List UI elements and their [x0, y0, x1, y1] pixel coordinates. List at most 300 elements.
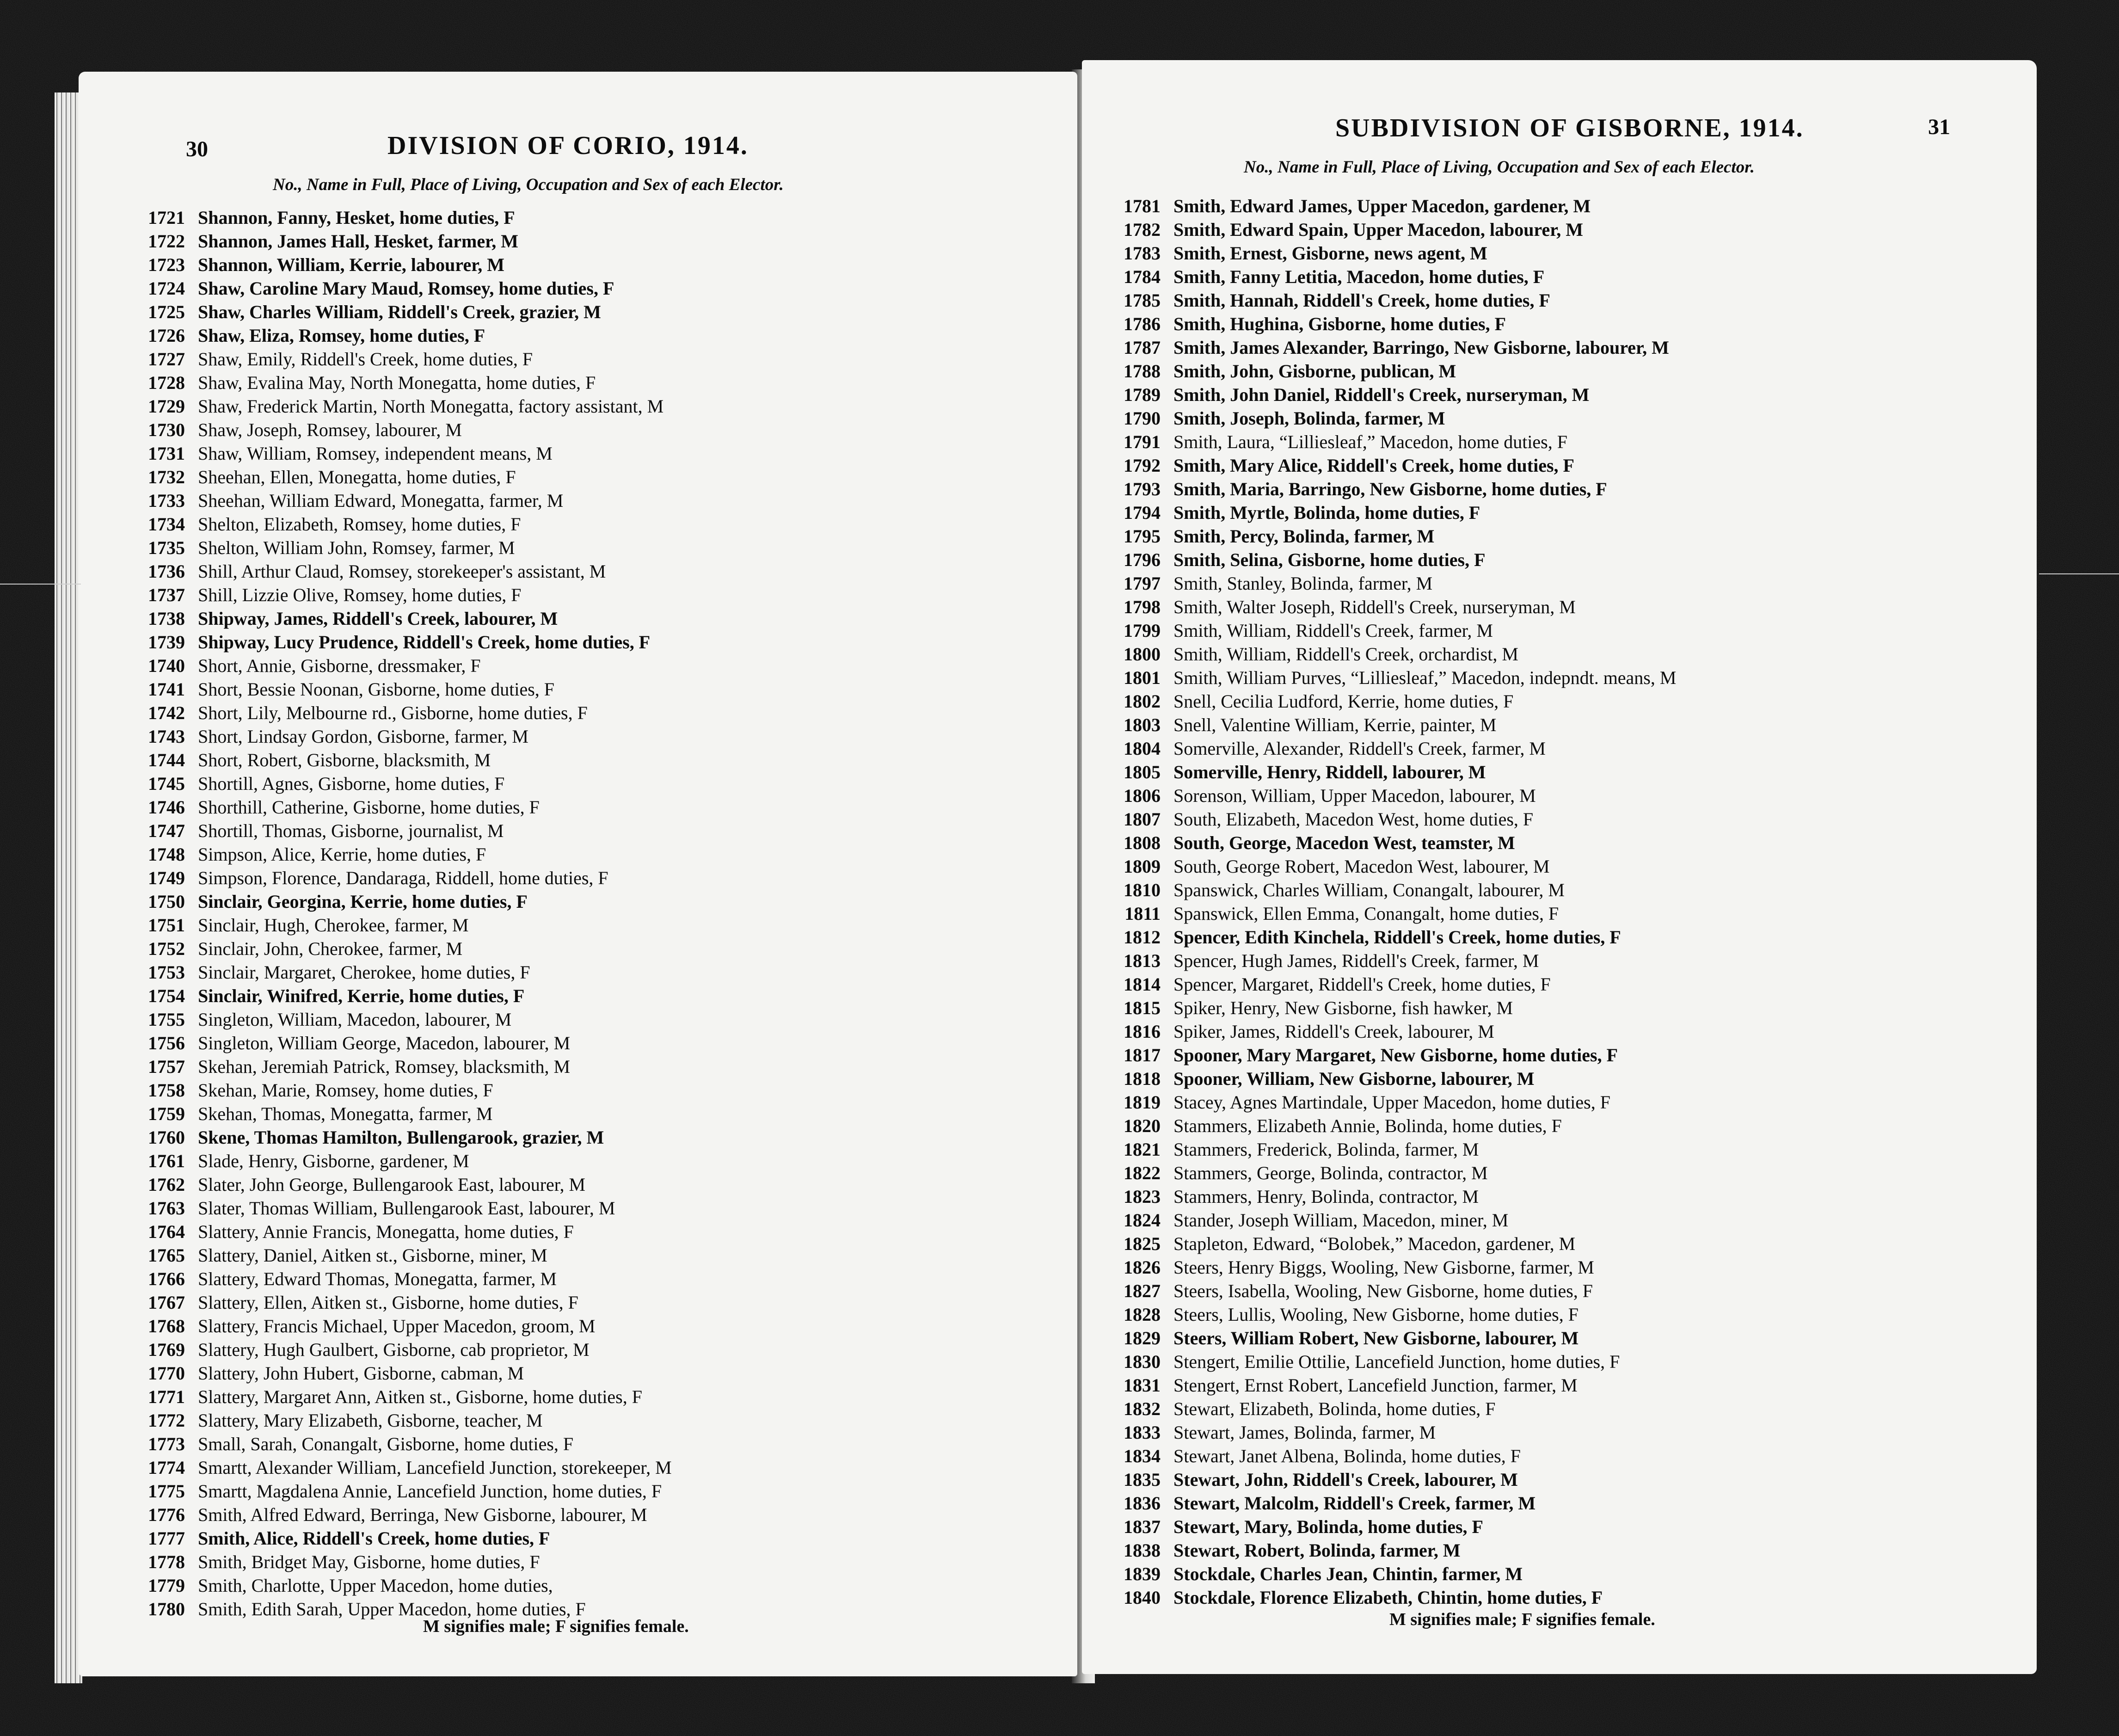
- elector-entry: [106, 913, 672, 937]
- elector-entry: [106, 819, 672, 843]
- elector-details: South, George, Macedon West, teamster, M: [1173, 832, 1515, 853]
- elector-entry: [1082, 1090, 1676, 1114]
- elector-details: Stewart, Mary, Bolinda, home duties, F: [1173, 1516, 1483, 1537]
- elector-details: Skene, Thomas Hamilton, Bullengarook, grazier, M: [198, 1127, 604, 1148]
- elector-number: 1824: [1124, 1210, 1161, 1231]
- elector-details: Shannon, William, Kerrie, labourer, M: [198, 254, 505, 275]
- elector-details: Short, Lily, Melbourne rd., Gisborne, home duties, F: [198, 702, 588, 723]
- elector-number: 1821: [1124, 1139, 1161, 1160]
- elector-number: 1823: [1124, 1186, 1161, 1207]
- elector-number: 1792: [1124, 455, 1161, 476]
- elector-entry: [106, 560, 672, 583]
- elector-details: Simpson, Florence, Dandaraga, Riddell, home duties, F: [198, 868, 608, 888]
- elector-details: Shipway, Lucy Prudence, Riddell's Creek, home duties, F: [198, 632, 651, 653]
- elector-details: Smith, Alfred Edward, Berringa, New Gisborne, labourer, M: [198, 1504, 647, 1525]
- elector-number: 1743: [148, 726, 185, 747]
- elector-details: Shaw, Joseph, Romsey, labourer, M: [198, 419, 462, 440]
- elector-entry: [1082, 218, 1676, 241]
- elector-details: Steers, William Robert, New Gisborne, labourer, M: [1173, 1328, 1579, 1348]
- elector-number: 1721: [148, 207, 185, 228]
- elector-number: 1840: [1124, 1587, 1161, 1608]
- elector-number: 1767: [148, 1292, 185, 1313]
- elector-list: [106, 206, 672, 1621]
- page-number: 30: [186, 137, 208, 161]
- elector-number: 1726: [148, 325, 185, 346]
- elector-entry: [1082, 1468, 1676, 1491]
- elector-number: 1746: [148, 797, 185, 818]
- elector-entry: [1082, 878, 1676, 902]
- elector-details: Slattery, Francis Michael, Upper Macedon, groom, M: [198, 1316, 596, 1336]
- elector-entry: [106, 1361, 672, 1385]
- elector-details: Stockdale, Florence Elizabeth, Chintin, home duties, F: [1173, 1587, 1603, 1608]
- elector-details: Shaw, Emily, Riddell's Creek, home duties, F: [198, 349, 533, 369]
- elector-entry: [1082, 1303, 1676, 1326]
- page-footer: M signifies male; F signifies female.: [423, 1617, 689, 1636]
- elector-number: 1774: [148, 1457, 185, 1478]
- elector-number: 1777: [148, 1528, 185, 1549]
- elector-details: Smith, Alice, Riddell's Creek, home duties, F: [198, 1528, 550, 1549]
- elector-details: Small, Sarah, Conangalt, Gisborne, home duties, F: [198, 1434, 574, 1454]
- elector-details: Smith, John, Gisborne, publican, M: [1173, 361, 1456, 382]
- elector-details: Smith, William, Riddell's Creek, farmer, M: [1173, 620, 1493, 641]
- elector-details: Shannon, James Hall, Hesket, farmer, M: [198, 231, 518, 252]
- elector-entry: [106, 795, 672, 819]
- elector-number: 1724: [148, 278, 185, 299]
- elector-details: Shelton, William John, Romsey, farmer, M: [198, 537, 515, 558]
- elector-entry: [1082, 548, 1676, 572]
- elector-details: Sinclair, John, Cherokee, farmer, M: [198, 938, 463, 959]
- elector-entry: [1082, 289, 1676, 312]
- elector-entry: [106, 277, 672, 300]
- elector-entry: [1082, 831, 1676, 855]
- elector-details: Steers, Henry Biggs, Wooling, New Gisborne, farmer, M: [1173, 1257, 1594, 1278]
- elector-number: 1817: [1124, 1045, 1161, 1065]
- elector-details: Spooner, Mary Margaret, New Gisborne, home duties, F: [1173, 1045, 1618, 1065]
- elector-details: Smith, Ernest, Gisborne, news agent, M: [1173, 243, 1487, 264]
- elector-entry: [106, 253, 672, 277]
- page-number: 31: [1928, 115, 1950, 139]
- elector-entry: [1082, 855, 1676, 878]
- elector-number: 1829: [1124, 1328, 1161, 1348]
- column-subhead: No., Name in Full, Place of Living, Occupation and Sex of each Elector.: [273, 175, 784, 194]
- elector-entry: [106, 1267, 672, 1291]
- elector-details: Sheehan, Ellen, Monegatta, home duties, F: [198, 467, 516, 487]
- elector-details: Shill, Arthur Claud, Romsey, storekeeper's assistant, M: [198, 561, 606, 582]
- elector-details: Short, Robert, Gisborne, blacksmith, M: [198, 750, 491, 770]
- elector-details: Smith, Edward Spain, Upper Macedon, labourer, M: [1173, 219, 1584, 240]
- elector-entry: [106, 772, 672, 795]
- elector-number: 1768: [148, 1316, 185, 1336]
- elector-entry: [106, 347, 672, 371]
- elector-number: 1773: [148, 1434, 185, 1454]
- elector-details: Smith, Walter Joseph, Riddell's Creek, nurseryman, M: [1173, 597, 1576, 617]
- elector-details: Slattery, Daniel, Aitken st., Gisborne, miner, M: [198, 1245, 547, 1266]
- elector-number: 1837: [1124, 1516, 1161, 1537]
- elector-number: 1787: [1124, 337, 1161, 358]
- elector-details: Stengert, Emilie Ottilie, Lancefield Junction, home duties, F: [1173, 1351, 1620, 1372]
- elector-number: 1804: [1124, 738, 1161, 759]
- elector-number: 1739: [148, 632, 185, 653]
- elector-details: South, Elizabeth, Macedon West, home duties, F: [1173, 809, 1534, 830]
- column-subhead: No., Name in Full, Place of Living, Occupation and Sex of each Elector.: [1244, 158, 1755, 177]
- elector-number: 1783: [1124, 243, 1161, 264]
- elector-list: [1082, 194, 1676, 1609]
- elector-details: Singleton, William George, Macedon, labourer, M: [198, 1033, 571, 1053]
- elector-details: Smith, Bridget May, Gisborne, home duties, F: [198, 1551, 540, 1572]
- elector-entry: [1082, 501, 1676, 524]
- elector-entry: [1082, 1043, 1676, 1067]
- elector-details: Smith, Mary Alice, Riddell's Creek, home duties, F: [1173, 455, 1574, 476]
- elector-number: 1815: [1124, 997, 1161, 1018]
- elector-details: Somerville, Alexander, Riddell's Creek, farmer, M: [1173, 738, 1546, 759]
- elector-entry: [1082, 666, 1676, 689]
- elector-number: 1830: [1124, 1351, 1161, 1372]
- elector-entry: [1082, 642, 1676, 666]
- elector-details: Slattery, Margaret Ann, Aitken st., Gisborne, home duties, F: [198, 1386, 642, 1407]
- elector-entry: [106, 394, 672, 418]
- elector-number: 1723: [148, 254, 185, 275]
- elector-details: Stewart, Janet Albena, Bolinda, home duties, F: [1173, 1446, 1521, 1466]
- elector-details: Snell, Valentine William, Kerrie, painter, M: [1173, 714, 1497, 735]
- elector-number: 1737: [148, 585, 185, 605]
- elector-number: 1795: [1124, 526, 1161, 547]
- elector-number: 1808: [1124, 832, 1161, 853]
- elector-details: Skehan, Thomas, Monegatta, farmer, M: [198, 1103, 493, 1124]
- elector-number: 1738: [148, 608, 185, 629]
- elector-entry: [106, 418, 672, 442]
- elector-details: Skehan, Jeremiah Patrick, Romsey, blacksmith, M: [198, 1056, 571, 1077]
- elector-details: Smith, James Alexander, Barringo, New Gisborne, labourer, M: [1173, 337, 1669, 358]
- elector-details: Spencer, Margaret, Riddell's Creek, home duties, F: [1173, 974, 1551, 995]
- elector-number: 1797: [1124, 573, 1161, 594]
- elector-details: Spencer, Hugh James, Riddell's Creek, farmer, M: [1173, 950, 1539, 971]
- elector-number: 1814: [1124, 974, 1161, 995]
- elector-entry: [106, 1291, 672, 1314]
- elector-number: 1753: [148, 962, 185, 983]
- elector-details: Shortill, Agnes, Gisborne, home duties, F: [198, 773, 505, 794]
- elector-entry: [106, 1479, 672, 1503]
- elector-entry: [106, 1008, 672, 1031]
- elector-entry: [106, 1149, 672, 1173]
- elector-number: 1805: [1124, 762, 1161, 782]
- elector-number: 1839: [1124, 1564, 1161, 1584]
- elector-entry: [1082, 1185, 1676, 1208]
- elector-entry: [1082, 477, 1676, 501]
- running-head: DIVISION OF CORIO, 1914.: [387, 131, 749, 160]
- elector-number: 1727: [148, 349, 185, 369]
- elector-details: Smith, Edward James, Upper Macedon, gardener, M: [1173, 196, 1591, 216]
- elector-entry: [106, 1456, 672, 1479]
- elector-number: 1769: [148, 1339, 185, 1360]
- elector-details: Smith, Hughina, Gisborne, home duties, F: [1173, 314, 1506, 334]
- elector-number: 1835: [1124, 1469, 1161, 1490]
- elector-entry: [106, 725, 672, 748]
- elector-number: 1740: [148, 655, 185, 676]
- elector-details: Slater, John George, Bullengarook East, labourer, M: [198, 1174, 586, 1195]
- elector-number: 1765: [148, 1245, 185, 1266]
- elector-details: Slattery, Annie Francis, Monegatta, home duties, F: [198, 1221, 574, 1242]
- elector-details: Stammers, George, Bolinda, contractor, M: [1173, 1163, 1488, 1183]
- elector-number: 1775: [148, 1481, 185, 1502]
- elector-entry: [1082, 689, 1676, 713]
- elector-details: Smith, Myrtle, Bolinda, home duties, F: [1173, 502, 1480, 523]
- elector-number: 1784: [1124, 266, 1161, 287]
- elector-entry: [1082, 1397, 1676, 1421]
- elector-entry: [106, 1196, 672, 1220]
- elector-number: 1838: [1124, 1540, 1161, 1561]
- elector-number: 1836: [1124, 1493, 1161, 1514]
- elector-details: Sheehan, William Edward, Monegatta, farmer, M: [198, 490, 564, 511]
- elector-number: 1827: [1124, 1280, 1161, 1301]
- elector-number: 1781: [1124, 196, 1161, 216]
- elector-entry: [1082, 973, 1676, 996]
- elector-entry: [1082, 925, 1676, 949]
- elector-entry: [1082, 1067, 1676, 1090]
- elector-number: 1735: [148, 537, 185, 558]
- elector-number: 1794: [1124, 502, 1161, 523]
- elector-number: 1785: [1124, 290, 1161, 311]
- elector-entry: [1082, 1208, 1676, 1232]
- elector-number: 1742: [148, 702, 185, 723]
- scan-artifact-line: [0, 584, 81, 585]
- elector-details: Slattery, Edward Thomas, Monegatta, farmer, M: [198, 1268, 557, 1289]
- elector-entry: [106, 960, 672, 984]
- elector-number: 1751: [148, 915, 185, 936]
- elector-details: Smith, Hannah, Riddell's Creek, home duties, F: [1173, 290, 1550, 311]
- elector-details: Short, Bessie Noonan, Gisborne, home duties, F: [198, 679, 555, 700]
- elector-entry: [106, 866, 672, 890]
- elector-number: 1761: [148, 1151, 185, 1171]
- elector-entry: [1082, 312, 1676, 336]
- elector-details: Short, Lindsay Gordon, Gisborne, farmer, M: [198, 726, 528, 747]
- elector-details: Smartt, Magdalena Annie, Lancefield Junction, home duties, F: [198, 1481, 662, 1502]
- elector-details: Slattery, Mary Elizabeth, Gisborne, teacher, M: [198, 1410, 543, 1431]
- elector-number: 1763: [148, 1198, 185, 1219]
- elector-details: Smith, Laura, “Lilliesleaf,” Macedon, home duties, F: [1173, 431, 1567, 452]
- elector-entry: [106, 324, 672, 347]
- elector-number: 1825: [1124, 1233, 1161, 1254]
- elector-entry: [1082, 1491, 1676, 1515]
- elector-number: 1816: [1124, 1021, 1161, 1042]
- elector-number: 1799: [1124, 620, 1161, 641]
- elector-number: 1820: [1124, 1115, 1161, 1136]
- elector-details: Stengert, Ernst Robert, Lancefield Junction, farmer, M: [1173, 1375, 1578, 1396]
- elector-number: 1736: [148, 561, 185, 582]
- elector-details: Stander, Joseph William, Macedon, miner, M: [1173, 1210, 1509, 1231]
- elector-number: 1733: [148, 490, 185, 511]
- elector-details: South, George Robert, Macedon West, labourer, M: [1173, 856, 1550, 877]
- elector-number: 1818: [1124, 1068, 1161, 1089]
- elector-number: 1807: [1124, 809, 1161, 830]
- elector-number: 1770: [148, 1363, 185, 1384]
- elector-entry: [106, 748, 672, 772]
- elector-number: 1788: [1124, 361, 1161, 382]
- elector-details: Smith, Charlotte, Upper Macedon, home duties,: [198, 1575, 553, 1596]
- elector-entry: [106, 843, 672, 866]
- elector-number: 1764: [148, 1221, 185, 1242]
- elector-details: Spanswick, Ellen Emma, Conangalt, home duties, F: [1173, 903, 1559, 924]
- elector-entry: [106, 1244, 672, 1267]
- elector-number: 1793: [1124, 479, 1161, 499]
- elector-number: 1778: [148, 1551, 185, 1572]
- elector-number: 1729: [148, 396, 185, 417]
- elector-entry: [1082, 595, 1676, 619]
- elector-details: Spiker, James, Riddell's Creek, labourer, M: [1173, 1021, 1494, 1042]
- elector-details: Stewart, John, Riddell's Creek, labourer, M: [1173, 1469, 1518, 1490]
- elector-entry: [106, 654, 672, 677]
- elector-details: Smith, Fanny Letitia, Macedon, home duties, F: [1173, 266, 1545, 287]
- elector-entry: [106, 1078, 672, 1102]
- elector-entry: [106, 1031, 672, 1055]
- elector-details: Slattery, Hugh Gaulbert, Gisborne, cab proprietor, M: [198, 1339, 590, 1360]
- elector-entry: [1082, 1421, 1676, 1444]
- elector-number: 1806: [1124, 785, 1161, 806]
- elector-entry: [106, 1527, 672, 1550]
- elector-number: 1809: [1124, 856, 1161, 877]
- elector-details: Smartt, Alexander William, Lancefield Junction, storekeeper, M: [198, 1457, 672, 1478]
- elector-entry: [1082, 807, 1676, 831]
- elector-entry: [1082, 1350, 1676, 1373]
- elector-number: 1722: [148, 231, 185, 252]
- elector-number: 1801: [1124, 667, 1161, 688]
- elector-entry: [106, 442, 672, 465]
- elector-entry: [1082, 265, 1676, 289]
- elector-details: Singleton, William, Macedon, labourer, M: [198, 1009, 512, 1030]
- elector-entry: [1082, 1256, 1676, 1279]
- elector-number: 1819: [1124, 1092, 1161, 1113]
- elector-details: Spencer, Edith Kinchela, Riddell's Creek, home duties, F: [1173, 927, 1621, 948]
- elector-number: 1744: [148, 750, 185, 770]
- elector-number: 1749: [148, 868, 185, 888]
- elector-entry: [1082, 784, 1676, 807]
- elector-details: Shaw, Charles William, Riddell's Creek, grazier, M: [198, 302, 601, 322]
- elector-details: Stewart, James, Bolinda, farmer, M: [1173, 1422, 1436, 1443]
- elector-number: 1731: [148, 443, 185, 464]
- elector-number: 1734: [148, 514, 185, 535]
- elector-details: Simpson, Alice, Kerrie, home duties, F: [198, 844, 486, 865]
- elector-entry: [1082, 996, 1676, 1020]
- elector-number: 1745: [148, 773, 185, 794]
- elector-number: 1758: [148, 1080, 185, 1101]
- elector-number: 1741: [148, 679, 185, 700]
- elector-entry: [1082, 406, 1676, 430]
- elector-details: Stacey, Agnes Martindale, Upper Macedon, home duties, F: [1173, 1092, 1610, 1113]
- elector-entry: [1082, 336, 1676, 359]
- elector-details: Stapleton, Edward, “Bolobek,” Macedon, gardener, M: [1173, 1233, 1576, 1254]
- elector-details: Shaw, Evalina May, North Monegatta, home duties, F: [198, 372, 596, 393]
- elector-entry: [1082, 1586, 1676, 1609]
- elector-entry: [1082, 949, 1676, 973]
- elector-number: 1757: [148, 1056, 185, 1077]
- elector-entry: [106, 984, 672, 1008]
- elector-details: Smith, William, Riddell's Creek, orchardist, M: [1173, 644, 1518, 665]
- elector-number: 1800: [1124, 644, 1161, 665]
- elector-entry: [106, 701, 672, 725]
- elector-details: Skehan, Marie, Romsey, home duties, F: [198, 1080, 493, 1101]
- elector-entry: [106, 1314, 672, 1338]
- elector-entry: [106, 1126, 672, 1149]
- elector-number: 1780: [148, 1599, 185, 1619]
- elector-details: Shelton, Elizabeth, Romsey, home duties, F: [198, 514, 521, 535]
- elector-entry: [1082, 1114, 1676, 1138]
- elector-entry: [1082, 572, 1676, 595]
- elector-details: Smith, Stanley, Bolinda, farmer, M: [1173, 573, 1433, 594]
- elector-entry: [1082, 1373, 1676, 1397]
- elector-number: 1798: [1124, 597, 1161, 617]
- elector-number: 1776: [148, 1504, 185, 1525]
- elector-entry: [106, 630, 672, 654]
- elector-entry: [106, 1503, 672, 1527]
- elector-details: Sinclair, Georgina, Kerrie, home duties, F: [198, 891, 528, 912]
- elector-details: Smith, Percy, Bolinda, farmer, M: [1173, 526, 1435, 547]
- elector-entry: [106, 1055, 672, 1078]
- elector-entry: [1082, 524, 1676, 548]
- elector-details: Slater, Thomas William, Bullengarook East, labourer, M: [198, 1198, 615, 1219]
- elector-number: 1812: [1124, 927, 1161, 948]
- elector-entry: [106, 937, 672, 960]
- elector-details: Smith, Maria, Barringo, New Gisborne, home duties, F: [1173, 479, 1607, 499]
- elector-entry: [1082, 1232, 1676, 1256]
- elector-entry: [106, 677, 672, 701]
- elector-entry: [106, 1338, 672, 1361]
- elector-number: 1730: [148, 419, 185, 440]
- elector-number: 1748: [148, 844, 185, 865]
- elector-details: Short, Annie, Gisborne, dressmaker, F: [198, 655, 481, 676]
- elector-details: Stammers, Elizabeth Annie, Bolinda, home duties, F: [1173, 1115, 1562, 1136]
- elector-number: 1831: [1124, 1375, 1161, 1396]
- elector-entry: [1082, 713, 1676, 737]
- elector-entry: [1082, 1562, 1676, 1586]
- elector-details: Spiker, Henry, New Gisborne, fish hawker, M: [1173, 997, 1513, 1018]
- elector-number: 1796: [1124, 549, 1161, 570]
- elector-number: 1813: [1124, 950, 1161, 971]
- elector-entry: [106, 206, 672, 229]
- elector-details: Spanswick, Charles William, Conangalt, labourer, M: [1173, 880, 1565, 900]
- elector-details: Stewart, Elizabeth, Bolinda, home duties, F: [1173, 1398, 1496, 1419]
- elector-entry: [106, 1385, 672, 1409]
- elector-number: 1728: [148, 372, 185, 393]
- elector-number: 1750: [148, 891, 185, 912]
- elector-number: 1803: [1124, 714, 1161, 735]
- elector-details: Sinclair, Margaret, Cherokee, home duties, F: [198, 962, 530, 983]
- elector-details: Sinclair, Hugh, Cherokee, farmer, M: [198, 915, 469, 936]
- elector-entry: [1082, 1515, 1676, 1539]
- elector-details: Stewart, Malcolm, Riddell's Creek, farmer, M: [1173, 1493, 1536, 1514]
- elector-details: Smith, Joseph, Bolinda, farmer, M: [1173, 408, 1445, 429]
- elector-number: 1756: [148, 1033, 185, 1053]
- elector-details: Steers, Isabella, Wooling, New Gisborne, home duties, F: [1173, 1280, 1593, 1301]
- elector-number: 1782: [1124, 219, 1161, 240]
- elector-details: Slade, Henry, Gisborne, gardener, M: [198, 1151, 469, 1171]
- elector-entry: [1082, 430, 1676, 454]
- elector-details: Smith, Selina, Gisborne, home duties, F: [1173, 549, 1486, 570]
- elector-entry: [1082, 454, 1676, 477]
- elector-number: 1834: [1124, 1446, 1161, 1466]
- elector-entry: [106, 536, 672, 560]
- elector-number: 1759: [148, 1103, 185, 1124]
- left-page: [79, 72, 1077, 1676]
- scan-artifact-line: [2039, 573, 2119, 574]
- elector-number: 1802: [1124, 691, 1161, 712]
- elector-number: 1779: [148, 1575, 185, 1596]
- elector-number: 1810: [1124, 880, 1161, 900]
- elector-number: 1789: [1124, 384, 1161, 405]
- elector-entry: [106, 1574, 672, 1597]
- elector-entry: [1082, 1444, 1676, 1468]
- elector-details: Shortill, Thomas, Gisborne, journalist, M: [198, 820, 504, 841]
- elector-entry: [1082, 359, 1676, 383]
- elector-entry: [106, 1432, 672, 1456]
